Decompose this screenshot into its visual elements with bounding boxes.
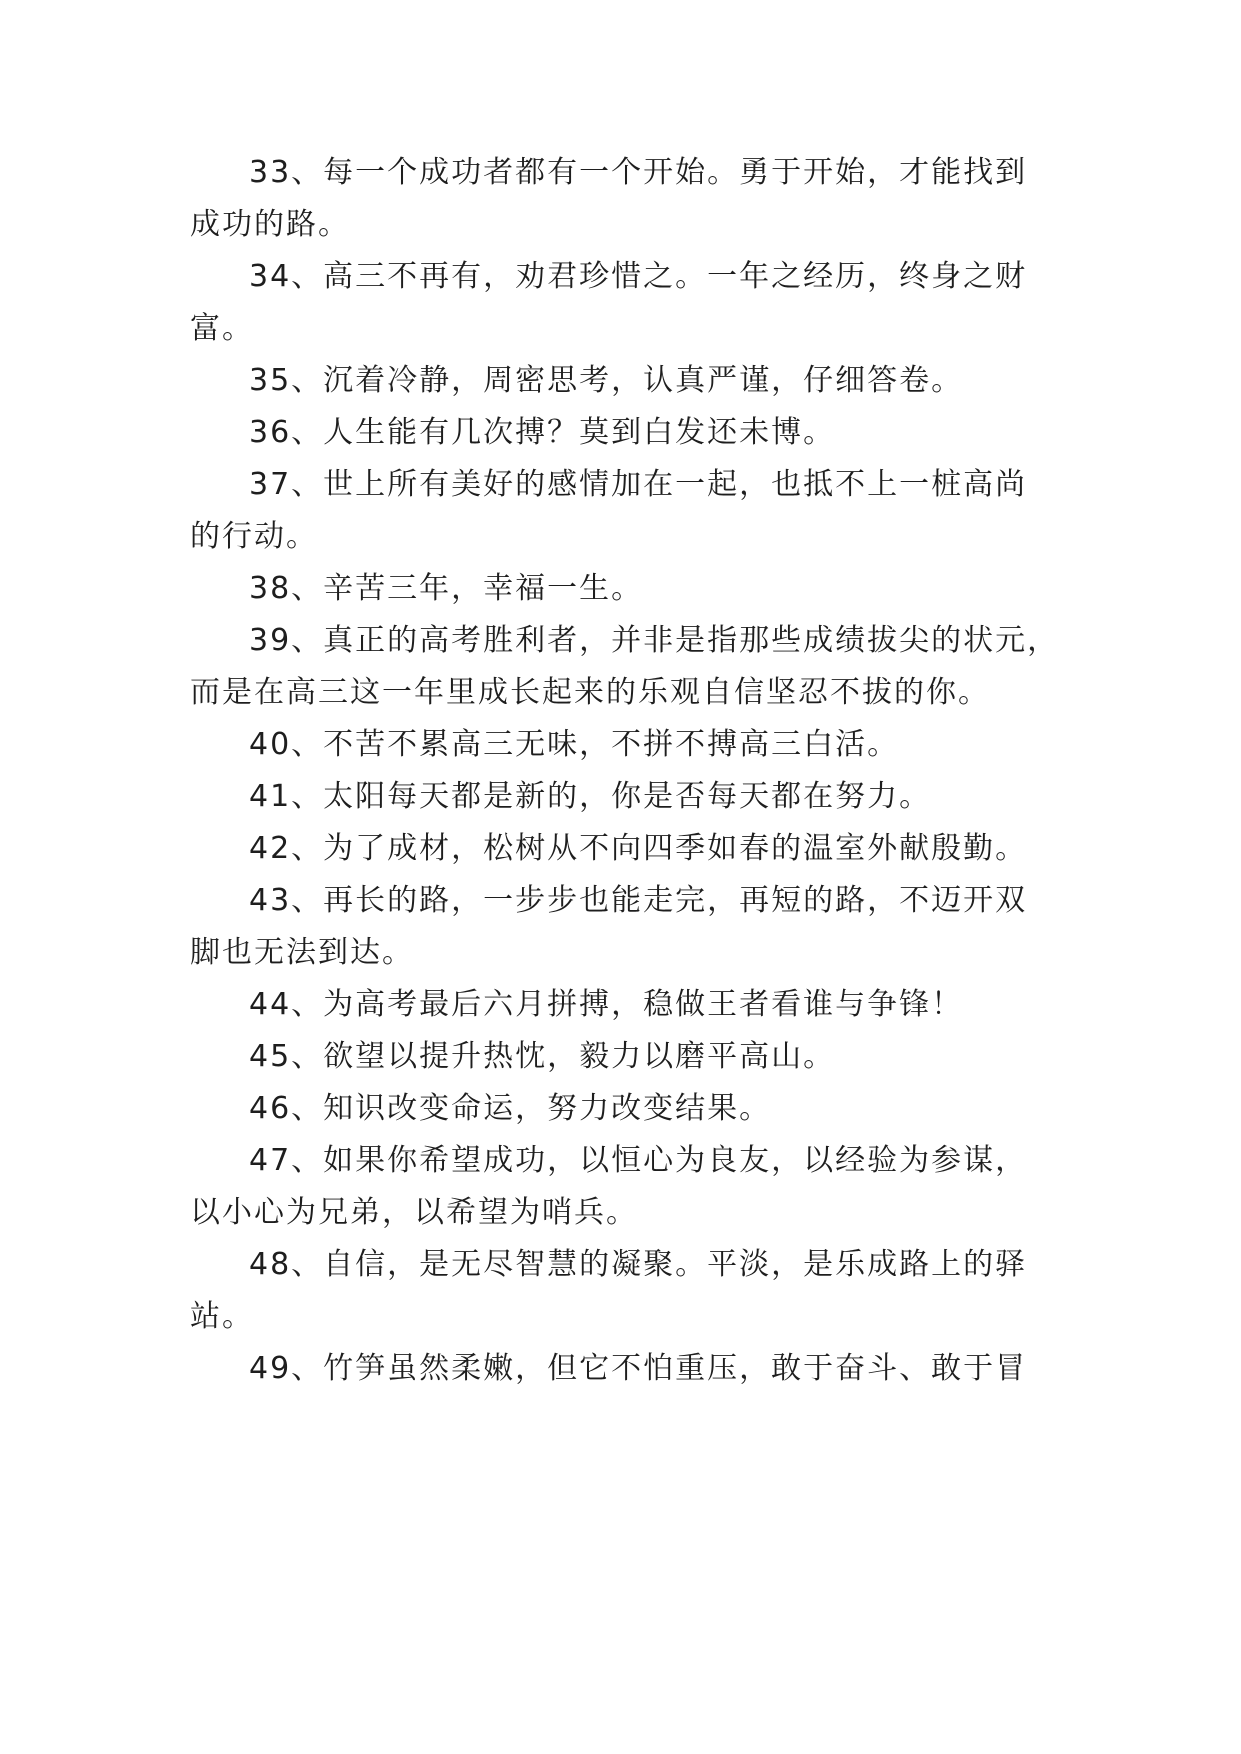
paragraph-first-line: 37、世上所有美好的感情加在一起，也抵不上一桩高尚 — [249, 467, 1028, 502]
paragraph-first-line: 43、再长的路，一步步也能走完，再短的路，不迈开双 — [249, 883, 1028, 918]
paragraph-first-line: 38、辛苦三年，幸福一生。 — [249, 571, 644, 606]
paragraph-first-line: 46、知识改变命运，努力改变结果。 — [249, 1091, 772, 1126]
paragraph-continuation-line: 成功的路。 — [190, 207, 350, 242]
paragraph-first-line: 39、真正的高考胜利者，并非是指那些成绩拔尖的状元， — [249, 623, 1060, 658]
paragraph-first-line: 41、太阳每天都是新的，你是否每天都在努力。 — [249, 779, 932, 814]
paragraph-first-line: 34、高三不再有，劝君珍惜之。一年之经历，终身之财 — [249, 259, 1028, 294]
paragraph-continuation-line: 而是在高三这一年里成长起来的乐观自信坚忍不拔的你。 — [190, 675, 990, 710]
paragraph-first-line: 42、为了成材，松树从不向四季如春的温室外献殷勤。 — [249, 831, 1028, 866]
paragraph-first-line: 33、每一个成功者都有一个开始。勇于开始，才能找到 — [249, 155, 1028, 190]
paragraph-first-line: 40、不苦不累高三无味，不拼不搏高三白活。 — [249, 727, 900, 762]
paragraph-continuation-line: 以小心为兄弟，以希望为哨兵。 — [190, 1195, 638, 1230]
paragraph-continuation-line: 富。 — [190, 311, 254, 346]
paragraph-continuation-line: 脚也无法到达。 — [190, 935, 414, 970]
paragraph-first-line: 45、欲望以提升热忱，毅力以磨平高山。 — [249, 1039, 836, 1074]
paragraph-continuation-line: 的行动。 — [190, 519, 318, 554]
paragraph-first-line: 44、为高考最后六月拼搏，稳做王者看谁与争锋！ — [249, 987, 964, 1022]
paragraph-continuation-line: 站。 — [190, 1299, 254, 1334]
paragraph-first-line: 49、竹笋虽然柔嫩，但它不怕重压，敢于奋斗、敢于冒 — [249, 1351, 1028, 1386]
paragraph-first-line: 36、人生能有几次搏？莫到白发还未博。 — [249, 415, 836, 450]
paragraph-first-line: 47、如果你希望成功，以恒心为良友，以经验为参谋， — [249, 1143, 1028, 1178]
paragraph-first-line: 48、自信，是无尽智慧的凝聚。平淡，是乐成路上的驿 — [249, 1247, 1028, 1282]
paragraph-first-line: 35、沉着冷静，周密思考，认真严谨，仔细答卷。 — [249, 363, 964, 398]
